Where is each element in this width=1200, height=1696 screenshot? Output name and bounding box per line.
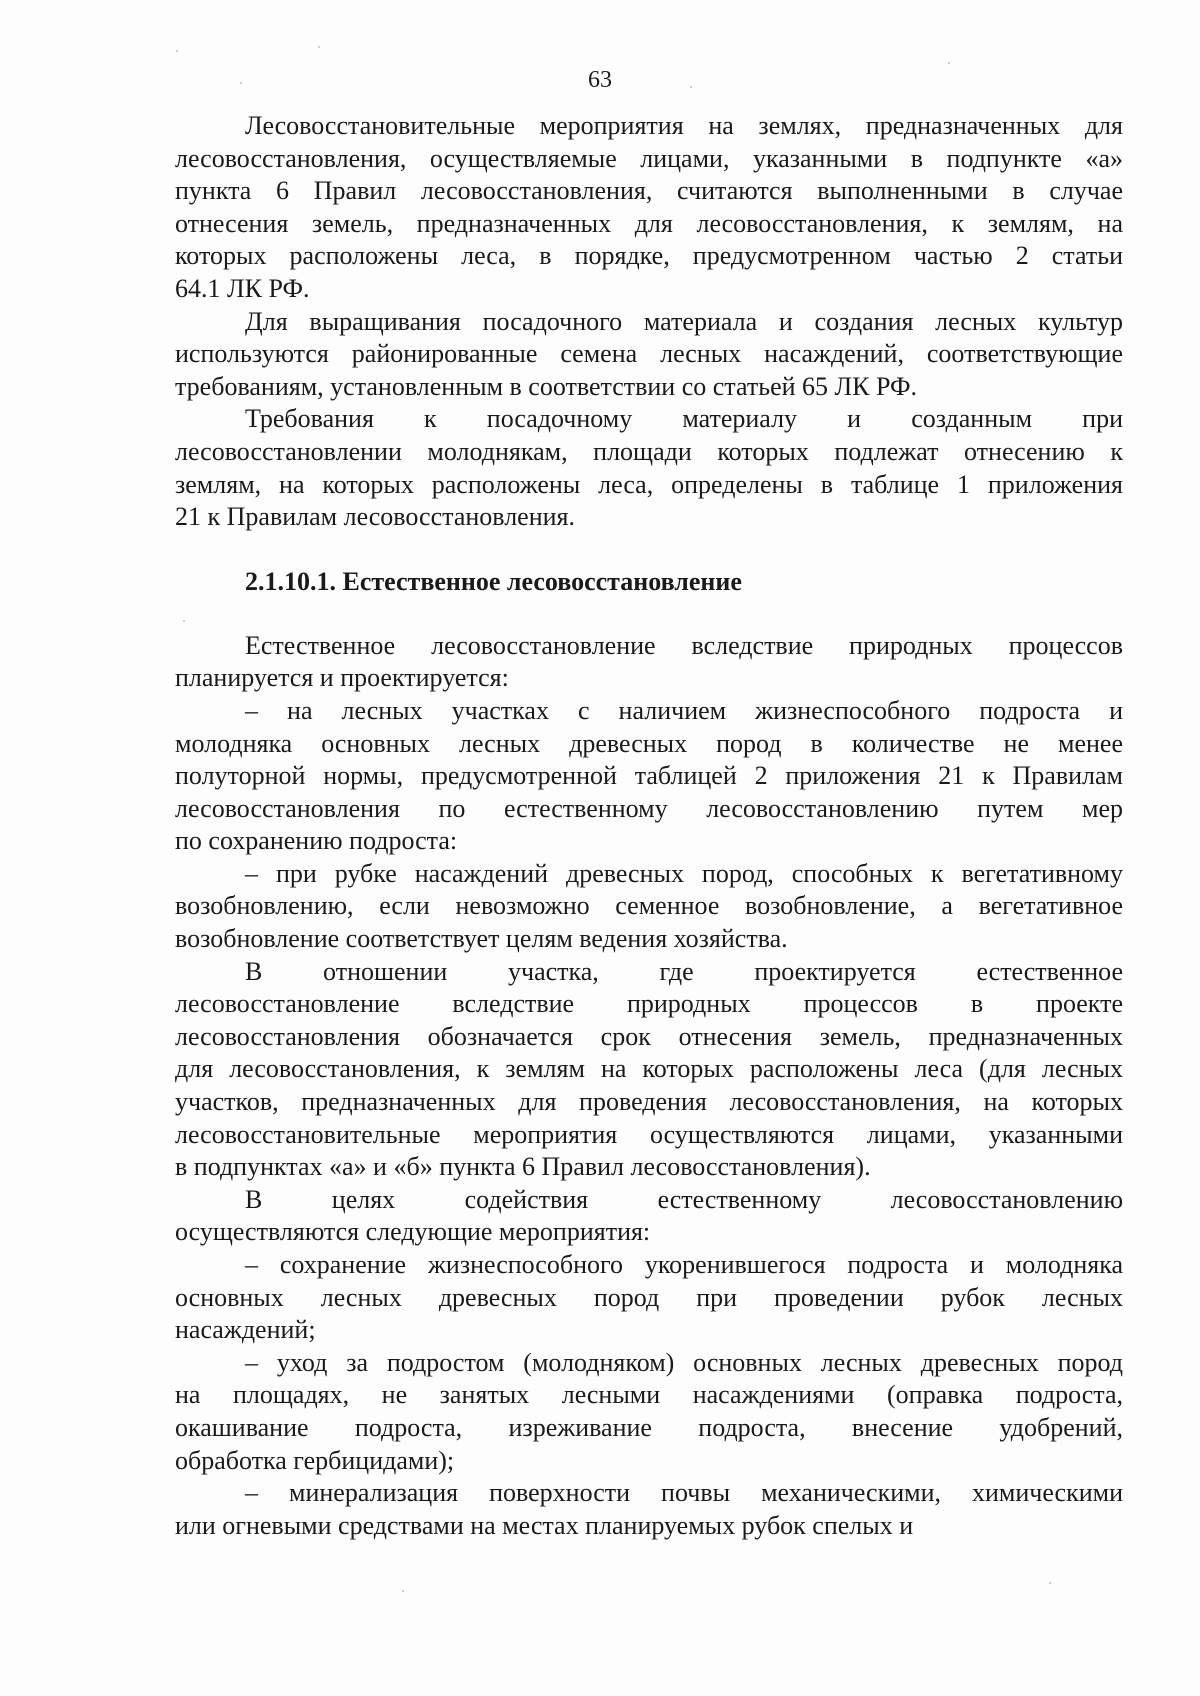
page-number: 63 xyxy=(588,67,612,93)
text-line: на площадях, не занятых лесными насаждениями (оправка подроста, xyxy=(175,1380,1123,1410)
text-line: В отношении участка, где проектируется естественное xyxy=(245,956,1123,986)
text-line: которых расположены леса, в порядке, предусмотренном частью 2 статьи xyxy=(175,241,1123,271)
text-line: В целях содействия естественному лесовосстановлению xyxy=(245,1184,1123,1214)
scan-speck xyxy=(176,50,178,52)
text-line: планируется и проектируется: xyxy=(175,663,509,693)
text-line: в подпунктах «а» и «б» пункта 6 Правил лесовосстановления). xyxy=(175,1152,871,1182)
section-heading: 2.1.10.1. Естественное лесовосстановление xyxy=(245,566,742,596)
text-line: требованиям, установленным в соответствии со статьей 65 ЛК РФ. xyxy=(175,371,918,401)
text-line: Естественное лесовосстановление вследствие природных процессов xyxy=(245,630,1123,660)
text-line: молодняка основных лесных древесных пород в количестве не менее xyxy=(175,728,1123,758)
scan-speck xyxy=(402,1590,404,1592)
text-line: возобновление соответствует целям ведения хозяйства. xyxy=(175,924,788,954)
text-line: используются районированные семена лесных насаждений, соответствующие xyxy=(175,339,1123,369)
text-line: лесовосстановления обозначается срок отнесения земель, предназначенных xyxy=(175,1021,1123,1051)
scan-speck xyxy=(240,82,242,84)
text-line: насаждений; xyxy=(175,1315,316,1345)
text-line: лесовосстановлении молоднякам, площади которых подлежат отнесению к xyxy=(175,436,1123,466)
text-line: лесовосстановления по естественному лесовосстановлению путем мер xyxy=(175,793,1123,823)
scan-speck xyxy=(318,46,320,48)
text-line: лесовосстановительные мероприятия осуществляются лицами, указанными xyxy=(175,1119,1123,1149)
text-line: – минерализация поверхности почвы механическими, химическими xyxy=(245,1478,1123,1508)
text-line: – на лесных участках с наличием жизнеспособного подроста и xyxy=(245,695,1123,725)
text-line: отнесения земель, предназначенных для лесовосстановления, к землям, на xyxy=(175,208,1123,238)
text-line: участков, предназначенных для проведения лесовосстановления, на которых xyxy=(175,1087,1123,1117)
text-line: для лесовосстановления, к землям на которых расположены леса (для лесных xyxy=(175,1054,1123,1084)
text-line: Требования к посадочному материалу и созданным при xyxy=(245,404,1123,434)
text-line: лесовосстановления, осуществляемые лицами, указанными в подпункте «а» xyxy=(175,143,1123,173)
text-line: обработка гербицидами); xyxy=(175,1445,455,1475)
scan-speck xyxy=(183,620,185,622)
text-line: – сохранение жизнеспособного укоренившегося подроста и молодняка xyxy=(245,1250,1123,1279)
text-line: 21 к Правилам лесовосстановления. xyxy=(175,502,576,532)
text-line: окашивание подроста, изреживание подроста, внесение удобрений, xyxy=(175,1412,1123,1442)
text-line: основных лесных древесных пород при проведении рубок лесных xyxy=(175,1282,1123,1312)
text-line: – уход за подростом (молодняком) основных лесных древесных пород xyxy=(245,1347,1123,1377)
document-body xyxy=(175,110,1123,1542)
text-line: Для выращивания посадочного материала и создания лесных культур xyxy=(245,306,1123,336)
text-line: лесовосстановление вследствие природных процессов в проекте xyxy=(175,989,1123,1019)
text-line: полуторной нормы, предусмотренной таблицей 2 приложения 21 к Правилам xyxy=(175,761,1123,791)
text-line: 64.1 ЛК РФ. xyxy=(175,273,310,303)
text-line: – при рубке насаждений древесных пород, способных к вегетативному xyxy=(245,858,1123,888)
text-line: возобновлению, если невозможно семенное возобновление, а вегетативное xyxy=(175,891,1123,921)
text-line: Лесовосстановительные мероприятия на землях, предназначенных для xyxy=(245,111,1123,140)
section-intro xyxy=(175,110,1123,534)
text-line: или огневыми средствами на местах планируемых рубок спелых и xyxy=(175,1510,914,1540)
scan-speck xyxy=(690,86,692,88)
scan-speck xyxy=(948,62,950,64)
section-natural-reforestation xyxy=(175,630,1123,1543)
scan-speck xyxy=(1049,1582,1051,1584)
text-line: осуществляются следующие мероприятия: xyxy=(175,1217,651,1247)
text-line: пункта 6 Правил лесовосстановления, считаются выполненными в случае xyxy=(175,176,1123,206)
text-line: землям, на которых расположены леса, определены в таблице 1 приложения xyxy=(175,469,1123,499)
text-line: по сохранению подроста: xyxy=(175,826,458,856)
